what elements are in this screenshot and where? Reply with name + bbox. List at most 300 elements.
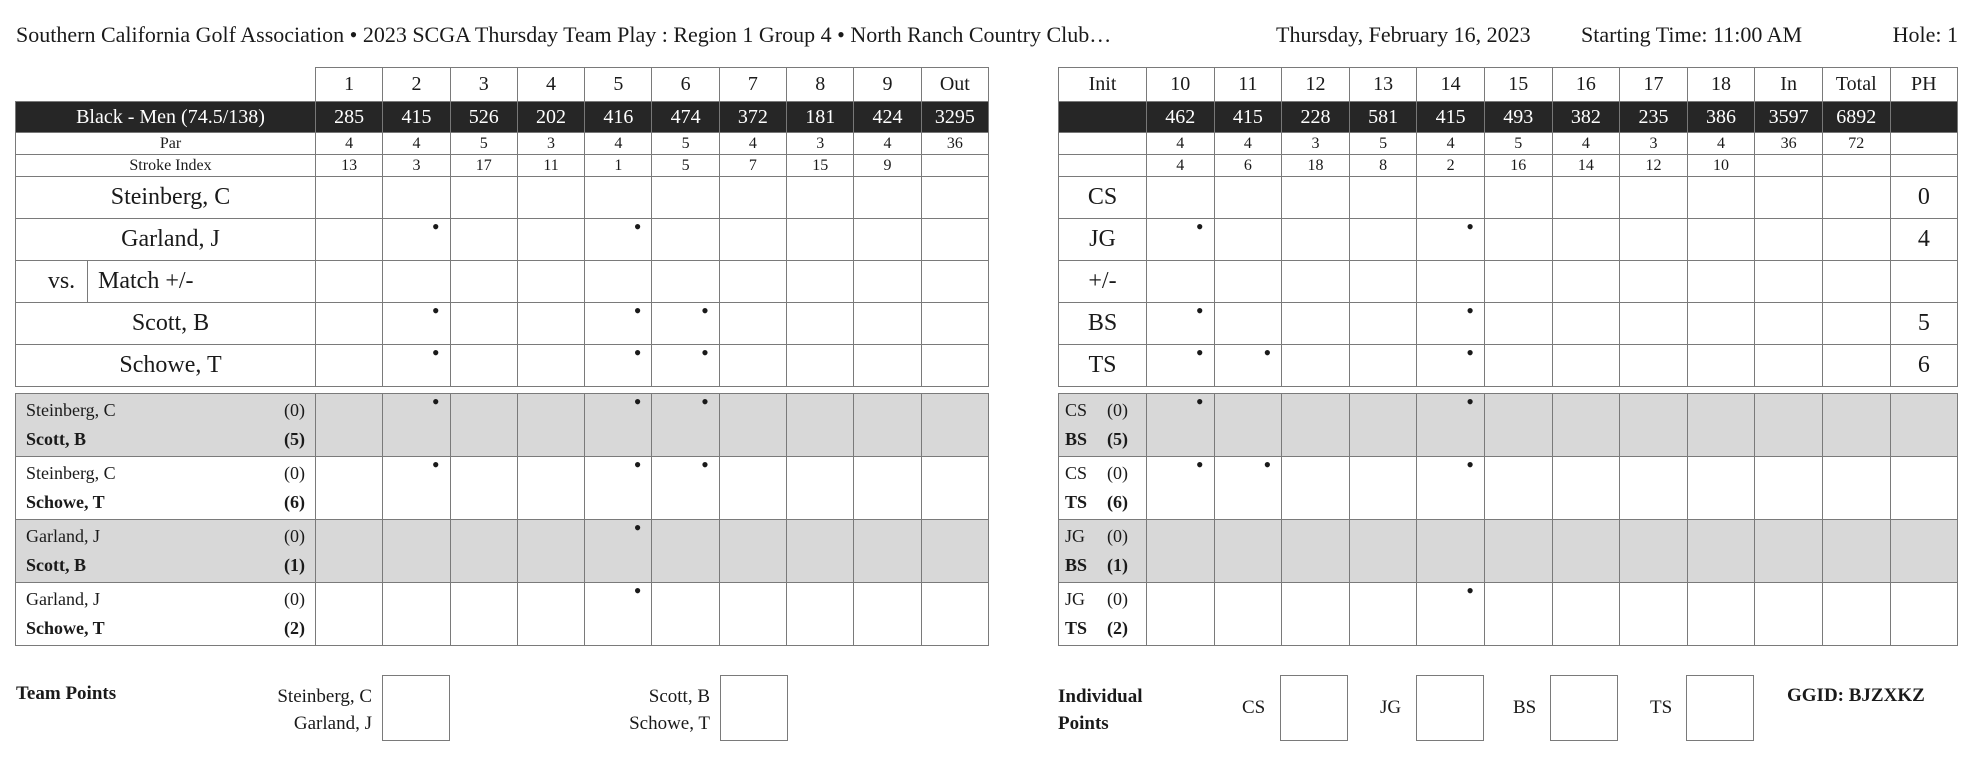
front-player-hole-1-cell[interactable]: [316, 219, 383, 261]
front-player-hole-7-cell[interactable]: [719, 261, 786, 303]
back-match-row: [1059, 457, 1958, 520]
back-match-hole-12-cell[interactable]: [1282, 520, 1350, 583]
back-player-hole-14-cell[interactable]: [1417, 303, 1485, 345]
back-player-hole-14-cell[interactable]: [1417, 345, 1485, 387]
back-match-hole-21-cell[interactable]: [1890, 457, 1958, 520]
yardage-cell: 415: [1417, 102, 1485, 133]
back-match-hole-21-cell[interactable]: [1890, 394, 1958, 457]
match-player-b-handicap: (1): [284, 555, 305, 575]
back-match-hole-12-cell[interactable]: [1282, 394, 1350, 457]
front-match-hole-2-cell[interactable]: [383, 457, 450, 520]
front-match-hole-9-cell[interactable]: [854, 457, 921, 520]
back-match-hole-17-cell[interactable]: [1620, 583, 1688, 646]
front-match-hole-5-cell[interactable]: [585, 520, 652, 583]
front-player-hole-3-cell[interactable]: [450, 303, 517, 345]
playing-handicap-cell: [1890, 261, 1958, 303]
back-stroke-index-row: [1059, 155, 1958, 177]
front-match-hole-7-cell[interactable]: [719, 583, 786, 646]
gap-cell: [854, 387, 921, 394]
front-match-hole-1-cell[interactable]: [316, 583, 383, 646]
back-player-hole-19-cell[interactable]: [1755, 261, 1823, 303]
front-player-row: [16, 303, 989, 345]
front-player-hole-7-cell[interactable]: [719, 219, 786, 261]
front-match-hole-6-cell[interactable]: [652, 457, 719, 520]
back-match-hole-16-cell[interactable]: [1552, 520, 1620, 583]
back-match-hole-15-cell[interactable]: [1484, 520, 1552, 583]
front-player-hole-1-cell[interactable]: [316, 303, 383, 345]
front-match-hole-3-cell[interactable]: [450, 520, 517, 583]
back-player-hole-11-cell[interactable]: [1214, 345, 1282, 387]
back-player-hole-15-cell[interactable]: [1484, 261, 1552, 303]
back-player-hole-20-cell[interactable]: [1822, 219, 1890, 261]
back-player-hole-15-cell[interactable]: [1484, 345, 1552, 387]
init-header: Init: [1059, 68, 1147, 102]
ip-box-cs[interactable]: [1280, 675, 1348, 741]
team-1-points-box[interactable]: [382, 675, 450, 741]
back-player-hole-14-cell[interactable]: [1417, 177, 1485, 219]
front-match-hole-2-cell[interactable]: [383, 520, 450, 583]
par-cell: 5: [450, 133, 517, 155]
back-match-hole-20-cell[interactable]: [1822, 394, 1890, 457]
front-player-hole-7-cell[interactable]: [719, 303, 786, 345]
stroke-index-cell: 4: [1147, 155, 1215, 177]
front-match-hole-4-cell[interactable]: [517, 457, 584, 520]
stroke-dot: •: [1195, 302, 1204, 323]
yardage-cell: 415: [383, 102, 450, 133]
front-match-hole-9-cell[interactable]: [854, 394, 921, 457]
gap-cell: [1484, 387, 1552, 394]
front-player-hole-5-cell[interactable]: [585, 219, 652, 261]
back-player-hole-11-cell[interactable]: [1214, 219, 1282, 261]
front-match-hole-10-cell[interactable]: [921, 394, 988, 457]
gap-cell: [1687, 387, 1755, 394]
yardage-cell: [1890, 102, 1958, 133]
front-player-hole-2-cell[interactable]: [383, 303, 450, 345]
match-label-cell: [16, 457, 316, 520]
stroke-index-cell: 7: [719, 155, 786, 177]
back-match-hole-10-cell[interactable]: [1147, 394, 1215, 457]
front-player-hole-1-cell[interactable]: [316, 261, 383, 303]
front-match-hole-6-cell[interactable]: [652, 520, 719, 583]
back-player-hole-11-cell[interactable]: [1214, 261, 1282, 303]
back-player-hole-16-cell[interactable]: [1552, 219, 1620, 261]
par-cell: 4: [1214, 133, 1282, 155]
front-player-hole-1-cell[interactable]: [316, 177, 383, 219]
front-match-hole-4-cell[interactable]: [517, 520, 584, 583]
back-match-hole-13-cell[interactable]: [1349, 394, 1417, 457]
back-nine-table: [1058, 67, 1958, 646]
back-hole-number: 10: [1147, 68, 1215, 102]
back-player-hole-11-cell[interactable]: [1214, 177, 1282, 219]
back-match-hole-18-cell[interactable]: [1687, 394, 1755, 457]
front-player-hole-7-cell[interactable]: [719, 177, 786, 219]
back-player-hole-19-cell[interactable]: [1755, 177, 1823, 219]
match-player-b: [26, 425, 305, 454]
back-player-hole-16-cell[interactable]: [1552, 345, 1620, 387]
match-player-b: [26, 614, 305, 643]
front-match-hole-9-cell[interactable]: [854, 520, 921, 583]
back-match-hole-14-cell[interactable]: [1417, 520, 1485, 583]
front-match-row: [16, 394, 989, 457]
back-player-hole-12-cell[interactable]: [1282, 177, 1350, 219]
front-hole-number: 4: [517, 68, 584, 102]
front-player-hole-6-cell[interactable]: [652, 303, 719, 345]
stroke-dot: •: [1466, 582, 1474, 603]
front-player-hole-2-cell[interactable]: [383, 345, 450, 387]
front-match-hole-2-cell[interactable]: [383, 394, 450, 457]
front-player-hole-8-cell[interactable]: [787, 261, 854, 303]
front-player-hole-9-cell[interactable]: [854, 177, 921, 219]
back-match-hole-11-cell[interactable]: [1214, 520, 1282, 583]
back-match-hole-18-cell[interactable]: [1687, 520, 1755, 583]
back-player-hole-18-cell[interactable]: [1687, 219, 1755, 261]
front-player-hole-2-cell[interactable]: [383, 177, 450, 219]
front-match-hole-10-cell[interactable]: [921, 457, 988, 520]
stroke-dot: •: [701, 393, 709, 414]
front-player-hole-9-cell[interactable]: [854, 345, 921, 387]
stroke-dot: •: [431, 218, 440, 239]
front-header-blank: [16, 68, 316, 102]
front-player-hole-9-cell[interactable]: [854, 261, 921, 303]
ip-box-jg[interactable]: [1416, 675, 1484, 741]
front-match-hole-8-cell[interactable]: [787, 583, 854, 646]
back-match-hole-17-cell[interactable]: [1620, 394, 1688, 457]
gap-cell: [1059, 387, 1147, 394]
back-player-hole-20-cell[interactable]: [1822, 345, 1890, 387]
front-player-hole-5-cell[interactable]: [585, 303, 652, 345]
front-hole-number: 7: [719, 68, 786, 102]
back-player-hole-14-cell[interactable]: [1417, 219, 1485, 261]
tee-label: Black - Men (74.5/138): [16, 102, 316, 133]
back-player-hole-10-cell[interactable]: [1147, 303, 1215, 345]
back-match-hole-18-cell[interactable]: [1687, 583, 1755, 646]
front-player-hole-4-cell[interactable]: [517, 219, 584, 261]
front-player-hole-3-cell[interactable]: [450, 345, 517, 387]
match-init-a: [1065, 459, 1140, 488]
back-match-hole-21-cell[interactable]: [1890, 583, 1958, 646]
front-match-hole-5-cell[interactable]: [585, 583, 652, 646]
match-init-b: [1065, 551, 1140, 580]
back-player-hole-20-cell[interactable]: [1822, 303, 1890, 345]
back-player-hole-12-cell[interactable]: [1282, 303, 1350, 345]
back-match-hole-14-cell[interactable]: [1417, 394, 1485, 457]
ip-box-bs[interactable]: [1550, 675, 1618, 741]
back-player-hole-11-cell[interactable]: [1214, 303, 1282, 345]
back-hole-number: 17: [1620, 68, 1688, 102]
back-player-hole-13-cell[interactable]: [1349, 177, 1417, 219]
back-player-hole-14-cell[interactable]: [1417, 261, 1485, 303]
match-initials-cell: [1059, 457, 1147, 520]
team-1-player-b: Garland, J: [293, 713, 372, 734]
front-hole-number: 5: [585, 68, 652, 102]
match-init-b-name: TS: [1065, 492, 1088, 512]
back-match-hole-18-cell[interactable]: [1687, 457, 1755, 520]
back-player-hole-20-cell[interactable]: [1822, 177, 1890, 219]
front-player-hole-2-cell[interactable]: [383, 219, 450, 261]
back-player-hole-17-cell[interactable]: [1620, 345, 1688, 387]
back-player-hole-20-cell[interactable]: [1822, 261, 1890, 303]
back-match-hole-10-cell[interactable]: [1147, 520, 1215, 583]
front-match-hole-10-cell[interactable]: [921, 520, 988, 583]
back-match-hole-10-cell[interactable]: [1147, 457, 1215, 520]
front-player-hole-3-cell[interactable]: [450, 177, 517, 219]
front-match-hole-1-cell[interactable]: [316, 457, 383, 520]
back-player-hole-19-cell[interactable]: [1755, 303, 1823, 345]
player-initials-cell: +/-: [1059, 261, 1147, 303]
back-match-hole-13-cell[interactable]: [1349, 520, 1417, 583]
stroke-index-cell: 14: [1552, 155, 1620, 177]
match-initials-cell: [1059, 583, 1147, 646]
back-player-hole-13-cell[interactable]: [1349, 303, 1417, 345]
par-cell: 3: [1620, 133, 1688, 155]
gap-cell: [1147, 387, 1215, 394]
front-player-hole-1-cell[interactable]: [316, 345, 383, 387]
stroke-dot: •: [1466, 393, 1474, 414]
back-player-hole-15-cell[interactable]: [1484, 177, 1552, 219]
front-player-hole-6-cell[interactable]: [652, 219, 719, 261]
playing-handicap-cell: 0: [1890, 177, 1958, 219]
stroke-dot: •: [431, 456, 440, 477]
player-initials-cell: CS: [1059, 177, 1147, 219]
front-player-hole-4-cell[interactable]: [517, 303, 584, 345]
back-match-hole-19-cell[interactable]: [1755, 394, 1823, 457]
front-match-hole-7-cell[interactable]: [719, 394, 786, 457]
par-cell: [1890, 133, 1958, 155]
stroke-index-cell: 5: [652, 155, 719, 177]
front-player-hole-8-cell[interactable]: [787, 303, 854, 345]
stroke-dot: •: [633, 582, 642, 603]
front-player-hole-3-cell[interactable]: [450, 219, 517, 261]
yardage-cell: 228: [1282, 102, 1350, 133]
back-player-hole-16-cell[interactable]: [1552, 261, 1620, 303]
front-match-hole-5-cell[interactable]: [585, 394, 652, 457]
front-match-hole-4-cell[interactable]: [517, 583, 584, 646]
match-init-a: [1065, 522, 1140, 551]
front-player-hole-6-cell[interactable]: [652, 345, 719, 387]
front-player-hole-6-cell[interactable]: [652, 261, 719, 303]
back-match-hole-17-cell[interactable]: [1620, 457, 1688, 520]
front-player-hole-9-cell[interactable]: [854, 219, 921, 261]
match-init-b: [1065, 488, 1140, 517]
back-player-hole-12-cell[interactable]: [1282, 219, 1350, 261]
back-match-hole-15-cell[interactable]: [1484, 394, 1552, 457]
back-player-hole-12-cell[interactable]: [1282, 261, 1350, 303]
back-match-hole-10-cell[interactable]: [1147, 583, 1215, 646]
yardage-cell: 424: [854, 102, 921, 133]
front-player-hole-4-cell[interactable]: [517, 177, 584, 219]
back-player-hole-13-cell[interactable]: [1349, 345, 1417, 387]
front-player-hole-10-cell[interactable]: [921, 303, 988, 345]
player-name-cell: Garland, J: [16, 219, 316, 261]
front-match-hole-8-cell[interactable]: [787, 394, 854, 457]
back-player-hole-13-cell[interactable]: [1349, 261, 1417, 303]
back-player-hole-18-cell[interactable]: [1687, 345, 1755, 387]
back-match-hole-20-cell[interactable]: [1822, 583, 1890, 646]
stroke-dot: •: [431, 393, 440, 414]
back-match-row: [1059, 583, 1958, 646]
stroke-index-cell: 12: [1620, 155, 1688, 177]
front-match-hole-9-cell[interactable]: [854, 583, 921, 646]
stroke-index-cell: 13: [316, 155, 383, 177]
front-match-hole-4-cell[interactable]: [517, 394, 584, 457]
gap-cell: [1214, 387, 1282, 394]
front-match-hole-7-cell[interactable]: [719, 520, 786, 583]
match-init-b-name: BS: [1065, 429, 1088, 449]
gap-cell: [1755, 387, 1823, 394]
back-match-hole-19-cell[interactable]: [1755, 583, 1823, 646]
front-match-hole-1-cell[interactable]: [316, 520, 383, 583]
front-match-hole-3-cell[interactable]: [450, 583, 517, 646]
player-initials-cell: JG: [1059, 219, 1147, 261]
back-hole-number: 14: [1417, 68, 1485, 102]
front-player-hole-5-cell[interactable]: [585, 345, 652, 387]
back-match-hole-16-cell[interactable]: [1552, 457, 1620, 520]
back-match-hole-19-cell[interactable]: [1755, 520, 1823, 583]
back-player-hole-10-cell[interactable]: [1147, 219, 1215, 261]
front-match-hole-3-cell[interactable]: [450, 394, 517, 457]
back-hole-number: 15: [1484, 68, 1552, 102]
back-player-hole-10-cell[interactable]: [1147, 345, 1215, 387]
back-hole-header-row: [1059, 68, 1958, 102]
front-player-hole-8-cell[interactable]: [787, 345, 854, 387]
back-match-hole-11-cell[interactable]: [1214, 394, 1282, 457]
back-player-hole-16-cell[interactable]: [1552, 177, 1620, 219]
ip-box-ts[interactable]: [1686, 675, 1754, 741]
front-player-hole-10-cell[interactable]: [921, 261, 988, 303]
back-player-hole-19-cell[interactable]: [1755, 345, 1823, 387]
match-initials-cell: [1059, 520, 1147, 583]
front-player-hole-7-cell[interactable]: [719, 345, 786, 387]
team-2-player-b: Schowe, T: [629, 713, 710, 734]
front-hole-number: 2: [383, 68, 450, 102]
back-player-hole-17-cell[interactable]: [1620, 219, 1688, 261]
par-cell: 3: [517, 133, 584, 155]
stroke-index-cell: 8: [1349, 155, 1417, 177]
back-match-hole-13-cell[interactable]: [1349, 457, 1417, 520]
match-initials-cell: [1059, 394, 1147, 457]
back-player-hole-13-cell[interactable]: [1349, 219, 1417, 261]
front-match-hole-5-cell[interactable]: [585, 457, 652, 520]
back-match-hole-15-cell[interactable]: [1484, 457, 1552, 520]
back-player-hole-10-cell[interactable]: [1147, 177, 1215, 219]
front-player-hole-10-cell[interactable]: [921, 345, 988, 387]
back-player-hole-15-cell[interactable]: [1484, 303, 1552, 345]
back-player-hole-17-cell[interactable]: [1620, 261, 1688, 303]
front-player-hole-10-cell[interactable]: [921, 219, 988, 261]
gap-cell: [585, 387, 652, 394]
back-match-hole-14-cell[interactable]: [1417, 583, 1485, 646]
back-match-hole-12-cell[interactable]: [1282, 457, 1350, 520]
gap-cell: [1822, 387, 1890, 394]
team-2-points-box[interactable]: [720, 675, 788, 741]
front-match-row: [16, 583, 989, 646]
back-hole-number: 18: [1687, 68, 1755, 102]
yardage-cell: 3597: [1755, 102, 1823, 133]
front-player-hole-4-cell[interactable]: [517, 261, 584, 303]
back-player-hole-17-cell[interactable]: [1620, 303, 1688, 345]
gap-cell: [1282, 387, 1350, 394]
team-1-names: [200, 683, 372, 737]
front-player-hole-3-cell[interactable]: [450, 261, 517, 303]
match-init-a-name: JG: [1065, 526, 1086, 546]
back-match-hole-16-cell[interactable]: [1552, 583, 1620, 646]
back-match-hole-15-cell[interactable]: [1484, 583, 1552, 646]
front-hole-number: Out: [921, 68, 988, 102]
front-player-hole-10-cell[interactable]: [921, 177, 988, 219]
back-match-hole-19-cell[interactable]: [1755, 457, 1823, 520]
front-match-hole-8-cell[interactable]: [787, 457, 854, 520]
back-player-hole-18-cell[interactable]: [1687, 261, 1755, 303]
match-player-a: [26, 459, 305, 488]
par-cell: 4: [1147, 133, 1215, 155]
back-match-hole-20-cell[interactable]: [1822, 457, 1890, 520]
front-match-hole-6-cell[interactable]: [652, 583, 719, 646]
back-hole-number: 11: [1214, 68, 1282, 102]
back-match-hole-17-cell[interactable]: [1620, 520, 1688, 583]
front-hole-header-row: [16, 68, 989, 102]
par-cell: 5: [1349, 133, 1417, 155]
match-init-b-handicap: (2): [1107, 618, 1128, 638]
par-cell: 36: [921, 133, 988, 155]
back-match-hole-21-cell[interactable]: [1890, 520, 1958, 583]
front-player-hole-4-cell[interactable]: [517, 345, 584, 387]
back-player-hole-10-cell[interactable]: [1147, 261, 1215, 303]
front-match-hole-2-cell[interactable]: [383, 583, 450, 646]
front-player-hole-6-cell[interactable]: [652, 177, 719, 219]
back-match-hole-11-cell[interactable]: [1214, 583, 1282, 646]
par-cell: 3: [1282, 133, 1350, 155]
back-player-hole-16-cell[interactable]: [1552, 303, 1620, 345]
back-player-hole-15-cell[interactable]: [1484, 219, 1552, 261]
front-match-hole-10-cell[interactable]: [921, 583, 988, 646]
back-player-hole-17-cell[interactable]: [1620, 177, 1688, 219]
back-player-hole-12-cell[interactable]: [1282, 345, 1350, 387]
back-match-hole-16-cell[interactable]: [1552, 394, 1620, 457]
front-match-hole-6-cell[interactable]: [652, 394, 719, 457]
stroke-index-cell: 16: [1484, 155, 1552, 177]
front-hole-number: 3: [450, 68, 517, 102]
front-match-hole-8-cell[interactable]: [787, 520, 854, 583]
front-player-hole-9-cell[interactable]: [854, 303, 921, 345]
front-match-hole-7-cell[interactable]: [719, 457, 786, 520]
front-player-hole-8-cell[interactable]: [787, 219, 854, 261]
front-player-hole-2-cell[interactable]: [383, 261, 450, 303]
back-player-hole-18-cell[interactable]: [1687, 177, 1755, 219]
front-player-hole-8-cell[interactable]: [787, 177, 854, 219]
footer: [0, 675, 1978, 760]
stroke-dot: •: [633, 344, 642, 365]
scorecard-header: [16, 20, 1962, 50]
back-player-hole-18-cell[interactable]: [1687, 303, 1755, 345]
back-match-hole-11-cell[interactable]: [1214, 457, 1282, 520]
front-player-hole-5-cell[interactable]: [585, 261, 652, 303]
front-match-hole-3-cell[interactable]: [450, 457, 517, 520]
back-player-hole-19-cell[interactable]: [1755, 219, 1823, 261]
back-match-hole-20-cell[interactable]: [1822, 520, 1890, 583]
gap-cell: [719, 387, 786, 394]
stroke-index-cell: [921, 155, 988, 177]
par-cell: 4: [719, 133, 786, 155]
individual-points-label: [1058, 683, 1143, 737]
front-player-hole-5-cell[interactable]: [585, 177, 652, 219]
front-match-hole-1-cell[interactable]: [316, 394, 383, 457]
back-match-hole-13-cell[interactable]: [1349, 583, 1417, 646]
match-player-a-name: Steinberg, C: [26, 400, 116, 420]
match-player-b-name: Schowe, T: [26, 492, 105, 512]
back-match-hole-14-cell[interactable]: [1417, 457, 1485, 520]
back-match-hole-12-cell[interactable]: [1282, 583, 1350, 646]
match-player-a-handicap: (0): [284, 589, 305, 609]
